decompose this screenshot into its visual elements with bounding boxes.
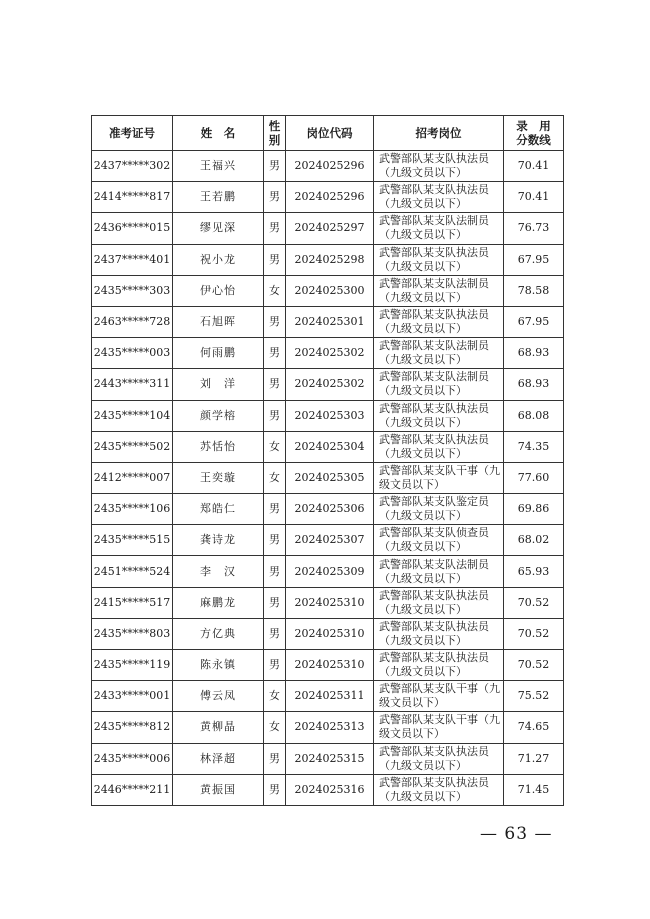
- cell-gender: 男: [264, 494, 286, 525]
- table-row: [92, 681, 564, 712]
- table-row: [92, 556, 564, 587]
- cell-code: 2024025303: [286, 400, 374, 431]
- cell-gender: 男: [264, 213, 286, 244]
- cell-gender: 女: [264, 712, 286, 743]
- table-row: [92, 712, 564, 743]
- header-code: 岗位代码: [286, 116, 374, 151]
- cell-score: 68.93: [504, 369, 564, 400]
- header-gender-line1: 性: [268, 119, 281, 133]
- table-row: [92, 431, 564, 462]
- cell-code: 2024025298: [286, 244, 374, 275]
- cell-score: 76.73: [504, 213, 564, 244]
- cell-score: 70.52: [504, 618, 564, 649]
- table-row: [92, 462, 564, 493]
- cell-code: 2024025302: [286, 369, 374, 400]
- cell-gender: 男: [264, 618, 286, 649]
- cell-name: 王奕璇: [173, 462, 264, 493]
- cell-name: 祝小龙: [173, 244, 264, 275]
- results-table-container: [91, 115, 564, 806]
- cell-position: 武警部队某支队法制员（九级文员以下）: [374, 275, 504, 306]
- cell-code: 2024025315: [286, 743, 374, 774]
- table-row: [92, 151, 564, 182]
- cell-score: 74.65: [504, 712, 564, 743]
- table-row: [92, 338, 564, 369]
- header-id: 准考证号: [92, 116, 173, 151]
- cell-name: 苏恬怡: [173, 431, 264, 462]
- cell-position: 武警部队某支队执法员（九级文员以下）: [374, 244, 504, 275]
- cell-name: 黄柳晶: [173, 712, 264, 743]
- cell-score: 68.02: [504, 525, 564, 556]
- cell-gender: 女: [264, 275, 286, 306]
- results-table: [91, 115, 564, 806]
- cell-gender: 男: [264, 743, 286, 774]
- cell-gender: 男: [264, 338, 286, 369]
- cell-id: 2435*****803: [92, 618, 173, 649]
- cell-gender: 男: [264, 369, 286, 400]
- cell-name: 何雨鹏: [173, 338, 264, 369]
- cell-position: 武警部队某支队法制员（九级文员以下）: [374, 369, 504, 400]
- cell-id: 2435*****104: [92, 400, 173, 431]
- cell-gender: 男: [264, 182, 286, 213]
- cell-name: 刘 洋: [173, 369, 264, 400]
- cell-gender: 男: [264, 244, 286, 275]
- table-row: [92, 650, 564, 681]
- cell-code: 2024025305: [286, 462, 374, 493]
- cell-id: 2435*****515: [92, 525, 173, 556]
- table-row: [92, 244, 564, 275]
- cell-id: 2446*****211: [92, 774, 173, 805]
- cell-gender: 女: [264, 681, 286, 712]
- cell-id: 2435*****502: [92, 431, 173, 462]
- cell-position: 武警部队某支队执法员（九级文员以下）: [374, 743, 504, 774]
- cell-score: 67.95: [504, 306, 564, 337]
- cell-position: 武警部队某支队侦查员（九级文员以下）: [374, 525, 504, 556]
- cell-id: 2463*****728: [92, 306, 173, 337]
- cell-position: 武警部队某支队法制员（九级文员以下）: [374, 556, 504, 587]
- cell-code: 2024025311: [286, 681, 374, 712]
- cell-score: 75.52: [504, 681, 564, 712]
- cell-id: 2435*****006: [92, 743, 173, 774]
- cell-position: 武警部队某支队干事（九级文员以下）: [374, 462, 504, 493]
- cell-id: 2435*****106: [92, 494, 173, 525]
- cell-score: 77.60: [504, 462, 564, 493]
- table-row: [92, 369, 564, 400]
- cell-name: 颜学榕: [173, 400, 264, 431]
- table-row: [92, 618, 564, 649]
- cell-id: 2435*****003: [92, 338, 173, 369]
- cell-position: 武警部队某支队执法员（九级文员以下）: [374, 587, 504, 618]
- cell-name: 麻鹏龙: [173, 587, 264, 618]
- cell-id: 2415*****517: [92, 587, 173, 618]
- cell-score: 71.27: [504, 743, 564, 774]
- table-row: [92, 275, 564, 306]
- cell-name: 伊心怡: [173, 275, 264, 306]
- table-body: [92, 151, 564, 806]
- cell-gender: 男: [264, 774, 286, 805]
- cell-gender: 男: [264, 525, 286, 556]
- cell-position: 武警部队某支队执法员（九级文员以下）: [374, 431, 504, 462]
- cell-gender: 男: [264, 556, 286, 587]
- cell-name: 王福兴: [173, 151, 264, 182]
- cell-score: 68.08: [504, 400, 564, 431]
- cell-code: 2024025310: [286, 587, 374, 618]
- cell-score: 74.35: [504, 431, 564, 462]
- cell-score: 78.58: [504, 275, 564, 306]
- cell-score: 67.95: [504, 244, 564, 275]
- header-score: [504, 116, 564, 151]
- cell-position: 武警部队某支队法制员（九级文员以下）: [374, 213, 504, 244]
- cell-position: 武警部队某支队执法员（九级文员以下）: [374, 182, 504, 213]
- cell-id: 2414*****817: [92, 182, 173, 213]
- cell-name: 陈永镇: [173, 650, 264, 681]
- cell-code: 2024025313: [286, 712, 374, 743]
- header-gender-line2: 别: [268, 133, 281, 147]
- cell-score: 71.45: [504, 774, 564, 805]
- cell-id: 2436*****015: [92, 213, 173, 244]
- cell-id: 2437*****302: [92, 151, 173, 182]
- cell-position: 武警部队某支队执法员（九级文员以下）: [374, 774, 504, 805]
- table-row: [92, 182, 564, 213]
- cell-code: 2024025310: [286, 618, 374, 649]
- table-row: [92, 525, 564, 556]
- cell-name: 郑皓仁: [173, 494, 264, 525]
- cell-code: 2024025296: [286, 182, 374, 213]
- header-name: 姓 名: [173, 116, 264, 151]
- cell-position: 武警部队某支队执法员（九级文员以下）: [374, 650, 504, 681]
- cell-id: 2443*****311: [92, 369, 173, 400]
- table-row: [92, 400, 564, 431]
- cell-name: 李 汉: [173, 556, 264, 587]
- table-header-row: [92, 116, 564, 151]
- cell-id: 2412*****007: [92, 462, 173, 493]
- header-position: 招考岗位: [374, 116, 504, 151]
- cell-id: 2435*****119: [92, 650, 173, 681]
- cell-id: 2437*****401: [92, 244, 173, 275]
- cell-position: 武警部队某支队执法员（九级文员以下）: [374, 306, 504, 337]
- cell-code: 2024025302: [286, 338, 374, 369]
- table-row: [92, 306, 564, 337]
- cell-code: 2024025304: [286, 431, 374, 462]
- cell-score: 70.52: [504, 650, 564, 681]
- cell-gender: 男: [264, 400, 286, 431]
- cell-id: 2435*****303: [92, 275, 173, 306]
- header-score-line1: 录 用: [516, 119, 551, 133]
- cell-code: 2024025316: [286, 774, 374, 805]
- header-score-line2: 分数线: [516, 133, 551, 147]
- cell-code: 2024025307: [286, 525, 374, 556]
- cell-position: 武警部队某支队干事（九级文员以下）: [374, 712, 504, 743]
- cell-code: 2024025296: [286, 151, 374, 182]
- cell-name: 龚诗龙: [173, 525, 264, 556]
- cell-score: 70.41: [504, 151, 564, 182]
- cell-name: 林泽超: [173, 743, 264, 774]
- cell-gender: 男: [264, 587, 286, 618]
- cell-position: 武警部队某支队执法员（九级文员以下）: [374, 400, 504, 431]
- cell-id: 2451*****524: [92, 556, 173, 587]
- table-row: [92, 213, 564, 244]
- cell-id: 2433*****001: [92, 681, 173, 712]
- table-row: [92, 743, 564, 774]
- cell-name: 傅云凤: [173, 681, 264, 712]
- cell-name: 石旭晖: [173, 306, 264, 337]
- table-row: [92, 494, 564, 525]
- cell-position: 武警部队某支队执法员（九级文员以下）: [374, 151, 504, 182]
- cell-id: 2435*****812: [92, 712, 173, 743]
- cell-code: 2024025306: [286, 494, 374, 525]
- header-gender: [264, 116, 286, 151]
- cell-score: 65.93: [504, 556, 564, 587]
- cell-position: 武警部队某支队干事（九级文员以下）: [374, 681, 504, 712]
- cell-gender: 男: [264, 151, 286, 182]
- table-row: [92, 774, 564, 805]
- cell-score: 69.86: [504, 494, 564, 525]
- cell-score: 68.93: [504, 338, 564, 369]
- table-row: [92, 587, 564, 618]
- page-number: — 63 —: [480, 824, 553, 844]
- cell-position: 武警部队某支队执法员（九级文员以下）: [374, 618, 504, 649]
- cell-code: 2024025297: [286, 213, 374, 244]
- cell-code: 2024025309: [286, 556, 374, 587]
- cell-gender: 女: [264, 462, 286, 493]
- cell-gender: 男: [264, 650, 286, 681]
- cell-position: 武警部队某支队鉴定员（九级文员以下）: [374, 494, 504, 525]
- cell-position: 武警部队某支队法制员（九级文员以下）: [374, 338, 504, 369]
- cell-name: 王若鹏: [173, 182, 264, 213]
- cell-name: 缪见深: [173, 213, 264, 244]
- cell-name: 黄振国: [173, 774, 264, 805]
- cell-code: 2024025300: [286, 275, 374, 306]
- cell-code: 2024025310: [286, 650, 374, 681]
- cell-name: 方亿典: [173, 618, 264, 649]
- cell-gender: 女: [264, 431, 286, 462]
- cell-gender: 男: [264, 306, 286, 337]
- cell-score: 70.52: [504, 587, 564, 618]
- cell-score: 70.41: [504, 182, 564, 213]
- cell-code: 2024025301: [286, 306, 374, 337]
